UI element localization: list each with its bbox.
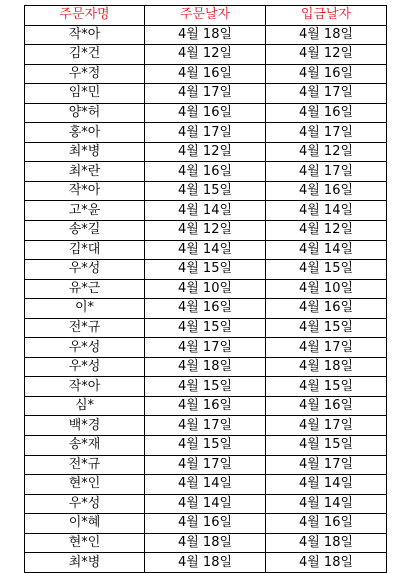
deposit-date-cell: 4월 16일 [266, 299, 387, 319]
table-row [25, 533, 387, 553]
orderer-name-cell: 홍*아 [25, 123, 145, 143]
table-body [25, 25, 387, 572]
orderer-name-cell: 양*허 [25, 103, 145, 123]
deposit-date-cell: 4월 16일 [266, 514, 387, 534]
deposit-date-cell: 4월 12일 [266, 142, 387, 162]
orderer-name-cell: 우*성 [25, 357, 145, 377]
table-row [25, 455, 387, 475]
deposit-date-cell: 4월 14일 [266, 240, 387, 260]
order-date-cell: 4월 15일 [145, 260, 266, 280]
deposit-date-cell: 4월 15일 [266, 260, 387, 280]
deposit-date-cell: 4월 17일 [266, 338, 387, 358]
deposit-date-cell: 4월 12일 [266, 221, 387, 241]
order-date-cell: 4월 10일 [145, 279, 266, 299]
table-row [25, 260, 387, 280]
table-row [25, 279, 387, 299]
orderer-name-cell: 우*성 [25, 260, 145, 280]
table-row [25, 299, 387, 319]
order-date-cell: 4월 12일 [145, 142, 266, 162]
table-row [25, 181, 387, 201]
orderer-name-cell: 우*성 [25, 338, 145, 358]
table-row [25, 357, 387, 377]
header-row [25, 6, 387, 26]
deposit-date-cell: 4월 17일 [266, 162, 387, 182]
orderer-name-cell: 송*재 [25, 436, 145, 456]
table-row [25, 514, 387, 534]
orderer-name-cell: 최*란 [25, 162, 145, 182]
orderer-name-cell: 이*혜 [25, 514, 145, 534]
orderer-name-cell: 우*성 [25, 494, 145, 514]
deposit-date-cell: 4월 12일 [266, 45, 387, 65]
order-date-cell: 4월 16일 [145, 299, 266, 319]
order-date-cell: 4월 15일 [145, 436, 266, 456]
deposit-date-cell: 4월 18일 [266, 533, 387, 553]
orderer-name-cell: 송*길 [25, 221, 145, 241]
order-date-cell: 4월 16일 [145, 64, 266, 84]
table-row [25, 494, 387, 514]
orderer-name-cell: 현*인 [25, 533, 145, 553]
table-row [25, 318, 387, 338]
orderer-name-cell: 유*근 [25, 279, 145, 299]
table-row [25, 377, 387, 397]
column-header-order-date: 주문날자 [145, 6, 266, 26]
table-row [25, 396, 387, 416]
column-header-deposit-date: 입금날자 [266, 6, 387, 26]
order-date-cell: 4월 16일 [145, 514, 266, 534]
deposit-date-cell: 4월 18일 [266, 553, 387, 573]
order-date-cell: 4월 17일 [145, 84, 266, 104]
deposit-date-cell: 4월 16일 [266, 181, 387, 201]
table-row [25, 45, 387, 65]
deposit-date-cell: 4월 14일 [266, 201, 387, 221]
orderer-name-cell: 김*대 [25, 240, 145, 260]
deposit-date-cell: 4월 18일 [266, 357, 387, 377]
order-date-cell: 4월 14일 [145, 201, 266, 221]
orderer-name-cell: 고*윤 [25, 201, 145, 221]
table-row [25, 338, 387, 358]
order-date-cell: 4월 12일 [145, 45, 266, 65]
table-row [25, 475, 387, 495]
order-date-cell: 4월 16일 [145, 103, 266, 123]
table-row [25, 416, 387, 436]
order-date-cell: 4월 17일 [145, 123, 266, 143]
deposit-date-cell: 4월 15일 [266, 318, 387, 338]
deposit-date-cell: 4월 18일 [266, 25, 387, 45]
order-date-cell: 4월 18일 [145, 533, 266, 553]
table-row [25, 162, 387, 182]
order-date-cell: 4월 16일 [145, 396, 266, 416]
order-date-cell: 4월 15일 [145, 181, 266, 201]
deposit-date-cell: 4월 16일 [266, 103, 387, 123]
table-row [25, 201, 387, 221]
table-row [25, 553, 387, 573]
deposit-date-cell: 4월 17일 [266, 123, 387, 143]
table-row [25, 25, 387, 45]
orderer-name-cell: 작*아 [25, 377, 145, 397]
table-row [25, 103, 387, 123]
orderer-name-cell: 심* [25, 396, 145, 416]
orderer-name-cell: 백*경 [25, 416, 145, 436]
order-date-cell: 4월 18일 [145, 357, 266, 377]
table-row [25, 64, 387, 84]
table-row [25, 84, 387, 104]
deposit-date-cell: 4월 15일 [266, 377, 387, 397]
table-row [25, 142, 387, 162]
order-date-cell: 4월 14일 [145, 240, 266, 260]
order-date-cell: 4월 14일 [145, 494, 266, 514]
order-date-cell: 4월 18일 [145, 553, 266, 573]
column-header-orderer-name: 주문자명 [25, 6, 145, 26]
deposit-date-cell: 4월 10일 [266, 279, 387, 299]
order-date-cell: 4월 15일 [145, 377, 266, 397]
order-date-cell: 4월 18일 [145, 25, 266, 45]
table-row [25, 436, 387, 456]
deposit-date-cell: 4월 14일 [266, 475, 387, 495]
orderer-name-cell: 이* [25, 299, 145, 319]
order-date-cell: 4월 14일 [145, 475, 266, 495]
orders-table [24, 5, 387, 573]
order-date-cell: 4월 17일 [145, 455, 266, 475]
order-date-cell: 4월 17일 [145, 416, 266, 436]
deposit-date-cell: 4월 16일 [266, 64, 387, 84]
orderer-name-cell: 전*규 [25, 318, 145, 338]
orderer-name-cell: 작*아 [25, 25, 145, 45]
orderer-name-cell: 전*규 [25, 455, 145, 475]
order-date-cell: 4월 12일 [145, 221, 266, 241]
order-date-cell: 4월 17일 [145, 338, 266, 358]
orderer-name-cell: 작*아 [25, 181, 145, 201]
order-date-cell: 4월 15일 [145, 318, 266, 338]
orderer-name-cell: 김*건 [25, 45, 145, 65]
table-row [25, 123, 387, 143]
orderer-name-cell: 현*인 [25, 475, 145, 495]
deposit-date-cell: 4월 17일 [266, 84, 387, 104]
deposit-date-cell: 4월 17일 [266, 455, 387, 475]
deposit-date-cell: 4월 17일 [266, 416, 387, 436]
orderer-name-cell: 임*민 [25, 84, 145, 104]
orderer-name-cell: 최*병 [25, 142, 145, 162]
orderer-name-cell: 최*병 [25, 553, 145, 573]
table-row [25, 240, 387, 260]
table-row [25, 221, 387, 241]
deposit-date-cell: 4월 15일 [266, 436, 387, 456]
deposit-date-cell: 4월 16일 [266, 396, 387, 416]
orderer-name-cell: 우*정 [25, 64, 145, 84]
order-date-cell: 4월 16일 [145, 162, 266, 182]
deposit-date-cell: 4월 14일 [266, 494, 387, 514]
